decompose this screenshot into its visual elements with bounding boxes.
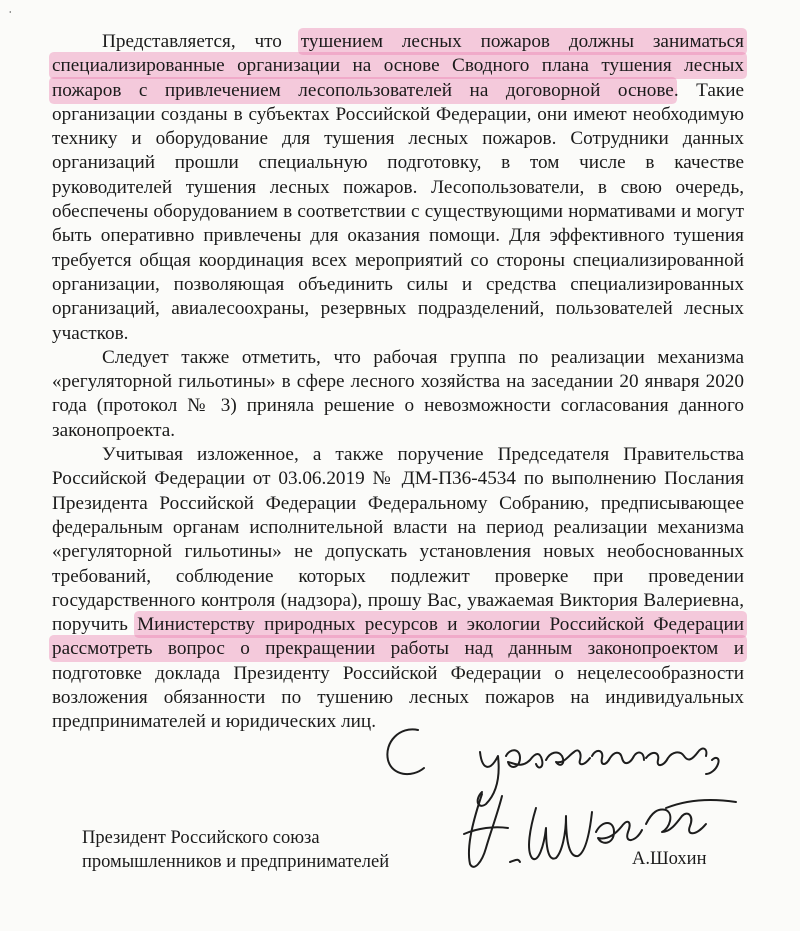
- signer-title-line1: Президент Российского союза: [82, 828, 320, 848]
- paragraph-1: [52, 30, 744, 346]
- paragraph-text: . Такие организации созданы в субъектах Российской Федерации, они имеют необходимую технику и оборудование для тушения лесных пожаров. Сотрудники данных организаций прошли специальную подготовку, в том числе в качестве руководителей тушения лесных пожаров. Лесопользователи, в свою очередь, обеспечены оборудованием в соответствии с существующими нормативами и могут быть оперативно привлечены для оказания помощи. Для эффективного тушения требуется общая координация всех мероприятий со стороны специализированной организации, позволяющая объединить силы и средства специализированных организаций, авиалесоохраны, резервных подразделений, пользователей лесных участков.: [52, 79, 744, 344]
- signer-name: А.Шохин: [632, 849, 707, 869]
- letter-body: [52, 30, 744, 735]
- paragraph-text: Представляется, что: [102, 31, 301, 52]
- paragraph-3: [52, 443, 744, 735]
- highlighted-text: тушением лесных пожаров должны заниматься специализированные организации на основе Сводного плана тушения лесных пожаров с привлечением лесопользователей на договорной основе: [52, 31, 744, 101]
- signer-title: [82, 826, 442, 874]
- paragraph-text: Учитывая изложенное, а также поручение Председателя Правительства Российской Федерации от 03.06.2019 № ДМ-П36-4534 по выполнению Послания Президента Российской Федерации Федеральному Собранию, предписывающее федеральным органам исполнительной власти на период реализации механизма «регуляторной гильотины» не допускать установления новых необоснованных требований, соблюдение которых подлежит проверке при проведении государственного контроля (надзора), прошу Вас, уважаемая Виктория Валериевна, поручить: [52, 444, 744, 636]
- paragraph-text: подготовке доклада Президенту Российской Федерации о нецелесообразности возложения обязанности по тушению лесных пожаров на индивидуальных предпринимателей и юридических лиц.: [52, 662, 744, 733]
- margin-mark: ˈ: [8, 8, 13, 23]
- paragraph-text: Следует также отметить, что рабочая группа по реализации механизма «регуляторной гильотины» в сфере лесного хозяйства на заседании 20 января 2020 года (протокол № 3) приняла решение о невозможности согласования данного законопроекта.: [52, 346, 744, 441]
- signer-title-line2: промышленников и предпринимателей: [82, 852, 390, 872]
- highlighted-text: Министерству природных ресурсов и экологии Российской Федерации рассмотреть вопрос о прекращении работы над данным законопроектом и: [52, 614, 744, 660]
- paragraph-2: [52, 346, 744, 443]
